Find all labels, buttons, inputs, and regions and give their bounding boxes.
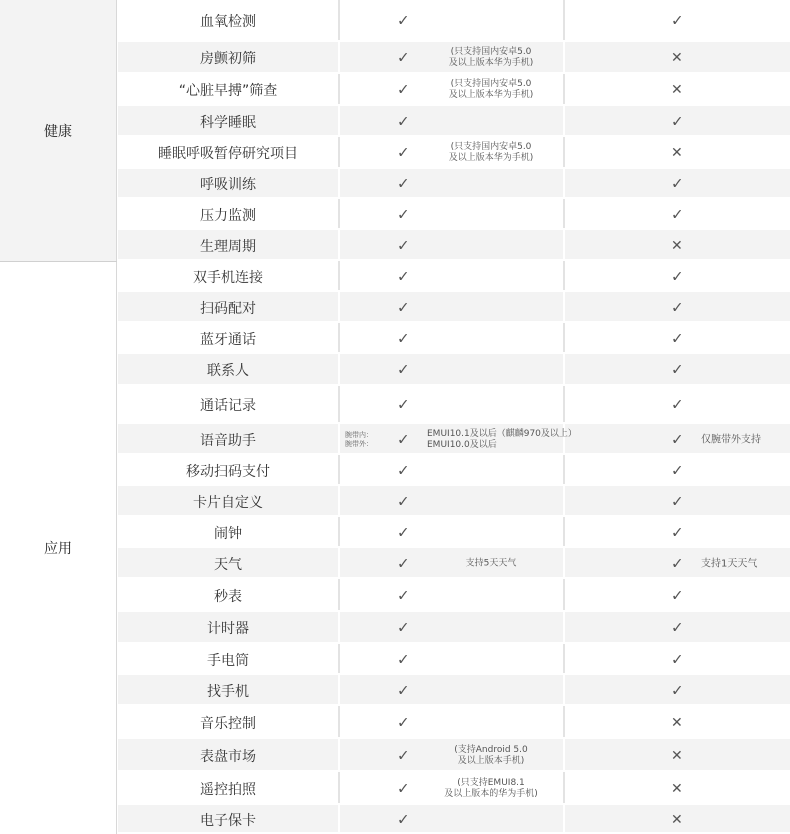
check-icon: ✓ [397, 618, 410, 637]
device-b-support-cell [567, 74, 790, 106]
table-row [118, 230, 790, 261]
table-row [118, 354, 790, 386]
device-a-support-cell [341, 0, 565, 42]
cross-icon: ✕ [671, 50, 683, 66]
cross-icon: ✕ [671, 780, 683, 797]
support-note: (只支持国内安卓5.0 及以上版本华为手机) [448, 142, 534, 163]
device-b-support-cell [567, 0, 790, 42]
feature-name: 蓝牙通话 [118, 323, 340, 354]
feature-name: 压力监测 [118, 199, 340, 230]
table-row [118, 455, 790, 486]
device-a-support-cell [341, 579, 565, 612]
check-icon: ✓ [397, 430, 410, 448]
check-icon: ✓ [671, 205, 684, 223]
feature-name: 计时器 [118, 612, 340, 644]
category-label: 应用 [44, 540, 72, 557]
check-icon: ✓ [397, 586, 410, 604]
table-row [118, 323, 790, 354]
feature-name: 血氧检测 [118, 0, 340, 42]
table-row [118, 199, 790, 230]
check-icon: ✓ [397, 681, 410, 699]
check-icon: ✓ [397, 267, 410, 285]
check-icon: ✓ [671, 618, 684, 637]
table-row [118, 805, 790, 834]
table-row [118, 137, 790, 169]
check-icon: ✓ [397, 11, 410, 30]
check-icon: ✓ [397, 298, 410, 316]
table-row [118, 106, 790, 137]
check-icon: ✓ [397, 143, 410, 162]
device-a-support-cell [341, 706, 565, 739]
table-row [118, 169, 790, 199]
device-b-support-cell [567, 805, 790, 834]
check-icon: ✓ [671, 492, 684, 510]
table-row [118, 74, 790, 106]
feature-name: 找手机 [118, 675, 340, 706]
check-icon: ✓ [671, 11, 684, 30]
support-note: (支持Android 5.0 及以上版本手机) [454, 744, 528, 766]
feature-name: “心脏早搏”筛查 [118, 74, 340, 106]
device-b-support-cell [567, 261, 790, 292]
device-a-support-cell [341, 106, 565, 137]
device-b-support-cell [567, 354, 790, 386]
check-icon: ✓ [397, 112, 410, 130]
device-a-support-cell [341, 261, 565, 292]
category-divider [0, 261, 117, 262]
device-b-support-cell [567, 455, 790, 486]
feature-name: 卡片自定义 [118, 486, 340, 517]
device-b-support-cell [567, 772, 790, 805]
check-icon: ✓ [671, 112, 684, 130]
device-a-support-cell [341, 772, 565, 805]
check-icon: ✓ [671, 329, 684, 347]
device-a-support-cell [341, 675, 565, 706]
table-row [118, 706, 790, 739]
check-icon: ✓ [397, 746, 410, 764]
check-icon: ✓ [397, 236, 410, 254]
device-b-support-cell [567, 579, 790, 612]
device-b-support-cell [567, 548, 790, 579]
cross-icon: ✕ [671, 714, 683, 731]
device-b-support-cell [567, 675, 790, 706]
device-b-support-cell [567, 486, 790, 517]
device-a-support-cell [341, 644, 565, 675]
feature-name: 表盘市场 [118, 739, 340, 772]
table-row [118, 42, 790, 74]
device-a-support-cell [341, 292, 565, 323]
table-row [118, 386, 790, 424]
device-a-support-cell [341, 486, 565, 517]
device-a-support-cell [341, 517, 565, 548]
feature-name: 语音助手 [118, 424, 340, 455]
device-b-support-cell [567, 612, 790, 644]
device-a-support-cell [341, 805, 565, 834]
table-row [118, 772, 790, 805]
check-icon: ✓ [397, 650, 410, 668]
check-icon: ✓ [397, 554, 410, 572]
feature-name: 秒表 [118, 579, 340, 612]
device-a-support-cell [341, 323, 565, 354]
check-icon: ✓ [397, 174, 410, 193]
device-b-support-cell [567, 739, 790, 772]
table-row [118, 548, 790, 579]
feature-name: 遥控拍照 [118, 772, 340, 805]
device-b-support-cell [567, 106, 790, 137]
cross-icon: ✕ [671, 237, 683, 254]
device-b-support-cell [567, 137, 790, 169]
feature-name: 科学睡眠 [118, 106, 340, 137]
device-b-support-cell [567, 517, 790, 548]
table-row [118, 644, 790, 675]
table-row [118, 612, 790, 644]
check-icon: ✓ [397, 395, 410, 414]
check-icon: ✓ [397, 329, 410, 347]
feature-name: 呼吸训练 [118, 169, 340, 199]
table-row [118, 739, 790, 772]
cross-icon: ✕ [671, 811, 683, 828]
category-apps [0, 261, 117, 834]
check-icon: ✓ [397, 713, 410, 731]
check-icon: ✓ [671, 461, 684, 479]
feature-name: 音乐控制 [118, 706, 340, 739]
device-b-support-cell [567, 644, 790, 675]
check-icon: ✓ [397, 461, 410, 479]
check-icon: ✓ [397, 523, 410, 541]
table-row [118, 517, 790, 548]
device-b-support-cell [567, 424, 790, 455]
device-a-support-cell [341, 137, 565, 169]
device-a-support-cell [341, 42, 565, 74]
feature-name: 双手机连接 [118, 261, 340, 292]
support-note: 支持5天天气 [465, 558, 517, 568]
check-icon: ✓ [671, 430, 684, 448]
device-a-support-cell [341, 455, 565, 486]
device-b-support-cell [567, 386, 790, 424]
check-icon: ✓ [671, 523, 684, 541]
support-note: (只支持EMUI8.1 及以上版本的华为手机) [444, 777, 538, 799]
check-icon: ✓ [397, 205, 410, 223]
check-icon: ✓ [671, 267, 684, 285]
category-label: 健康 [44, 123, 72, 140]
feature-name: 电子保卡 [118, 805, 340, 834]
check-icon: ✓ [671, 395, 684, 414]
table-row [118, 675, 790, 706]
cross-icon: ✕ [671, 145, 683, 161]
feature-name: 通话记录 [118, 386, 340, 424]
check-icon: ✓ [671, 360, 684, 379]
device-a-support-cell [341, 230, 565, 261]
wear-position-labels: 腕带内： 腕带外： [345, 430, 373, 448]
device-a-support-cell [341, 612, 565, 644]
check-icon: ✓ [397, 779, 410, 797]
cross-icon: ✕ [671, 82, 683, 98]
feature-name: 睡眠呼吸暂停研究项目 [118, 137, 340, 169]
check-icon: ✓ [397, 48, 410, 67]
device-b-support-cell [567, 169, 790, 199]
table-row [118, 424, 790, 455]
device-b-support-cell [567, 292, 790, 323]
feature-name: 扫码配对 [118, 292, 340, 323]
support-note: (只支持国内安卓5.0 及以上版本华为手机) [448, 47, 534, 68]
check-icon: ✓ [671, 650, 684, 668]
check-icon: ✓ [397, 80, 410, 99]
check-icon: ✓ [671, 298, 684, 316]
device-b-support-cell [567, 706, 790, 739]
check-icon: ✓ [397, 810, 410, 828]
device-b-support-cell [567, 42, 790, 74]
device-a-support-cell [341, 354, 565, 386]
support-note: EMUI10.1及以后（麒麟970及以上） EMUI10.0及以后 [427, 428, 577, 450]
check-icon: ✓ [397, 360, 410, 379]
table-row [118, 261, 790, 292]
support-note: 仅腕带外支持 [701, 434, 761, 445]
table-row [118, 486, 790, 517]
check-icon: ✓ [397, 492, 410, 510]
feature-name: 天气 [118, 548, 340, 579]
device-a-support-cell [341, 169, 565, 199]
check-icon: ✓ [671, 681, 684, 699]
feature-name: 生理周期 [118, 230, 340, 261]
table-row [118, 579, 790, 612]
device-a-support-cell [341, 548, 565, 579]
feature-name: 房颤初筛 [118, 42, 340, 74]
support-note: (只支持国内安卓5.0 及以上版本华为手机) [448, 79, 534, 100]
category-health [0, 0, 117, 261]
device-a-support-cell [341, 739, 565, 772]
cross-icon: ✕ [671, 747, 683, 764]
device-a-support-cell [341, 386, 565, 424]
feature-name: 联系人 [118, 354, 340, 386]
check-icon: ✓ [671, 586, 684, 604]
table-row [118, 0, 790, 42]
feature-name: 移动扫码支付 [118, 455, 340, 486]
device-a-support-cell [341, 74, 565, 106]
feature-name: 闹钟 [118, 517, 340, 548]
table-row [118, 292, 790, 323]
device-b-support-cell [567, 199, 790, 230]
device-a-support-cell [341, 424, 577, 455]
device-b-support-cell [567, 323, 790, 354]
device-b-support-cell [567, 230, 790, 261]
check-icon: ✓ [671, 174, 684, 193]
feature-name: 手电筒 [118, 644, 340, 675]
device-a-support-cell [341, 199, 565, 230]
check-icon: ✓ [671, 554, 684, 572]
support-note: 支持1天天气 [701, 558, 758, 569]
